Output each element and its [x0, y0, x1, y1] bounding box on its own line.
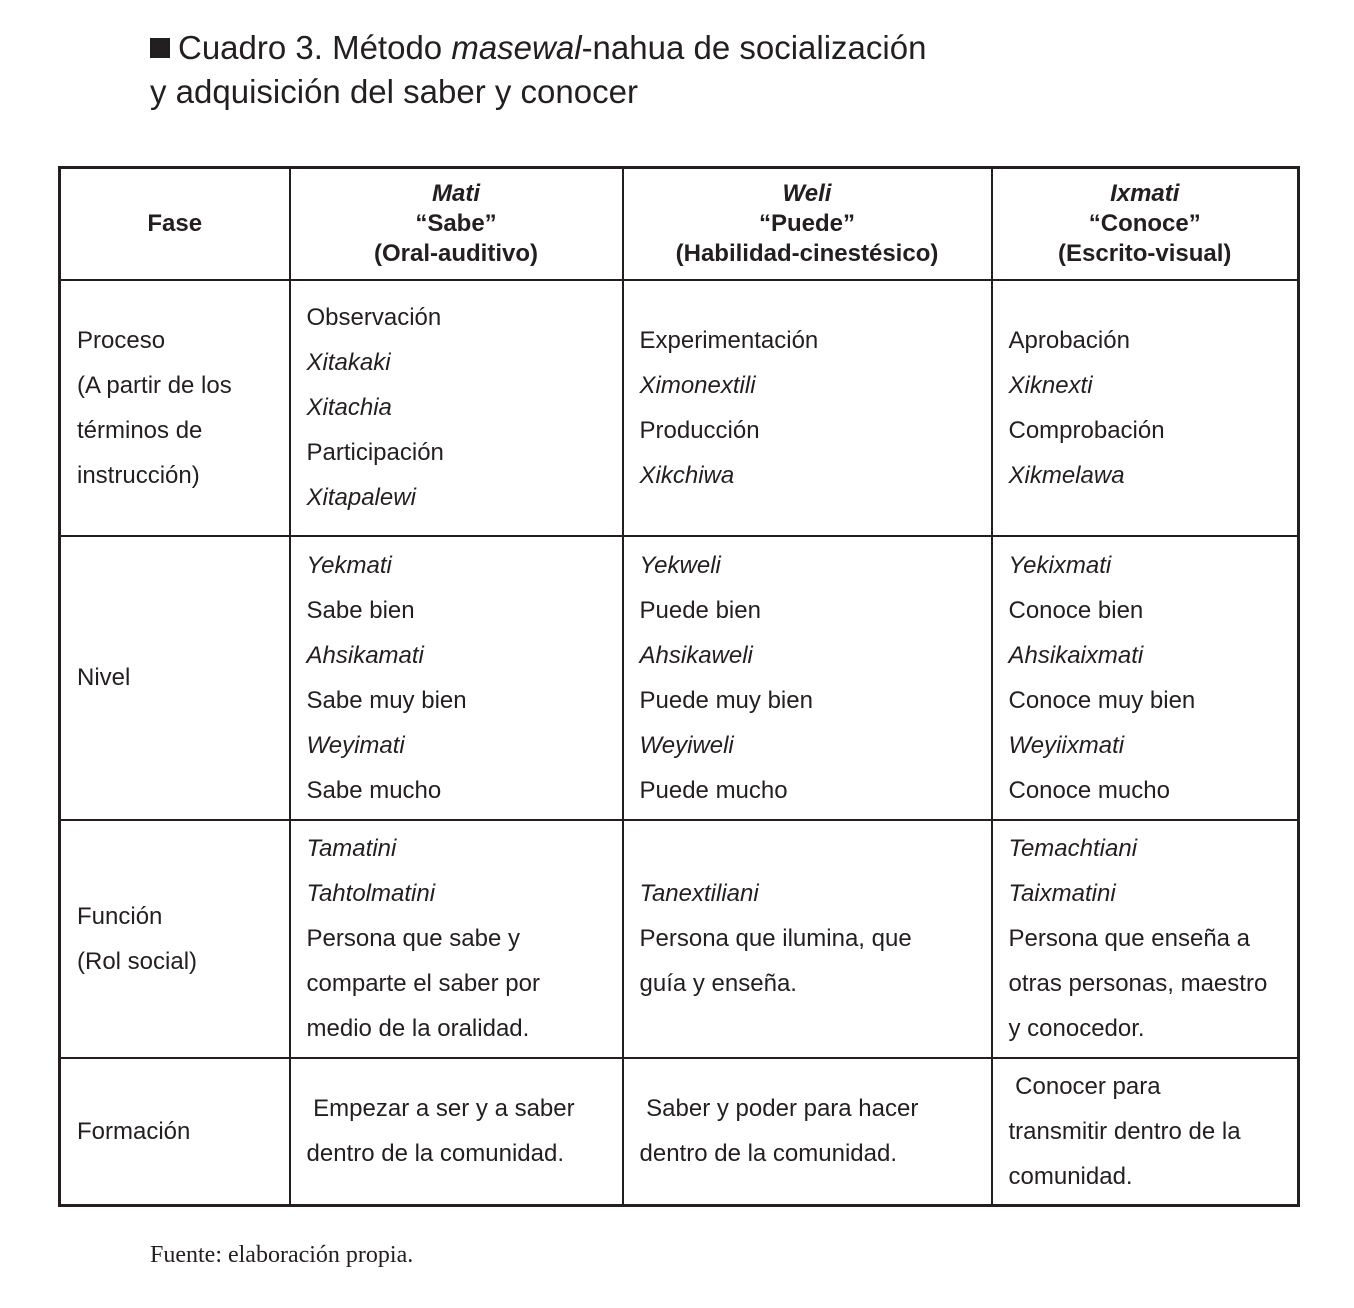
nivel-label: Nivel: [60, 536, 290, 820]
nivel-weli: Yekweli Puede bien Ahsikaweli Puede muy bien Weyiweli Puede mucho: [623, 536, 992, 820]
method-table: [58, 166, 1300, 1207]
header-fase: Fase: [60, 168, 290, 280]
title-italic-term: masewal: [451, 29, 582, 66]
proceso-label: Proceso (A partir de los términos de instrucción): [60, 280, 290, 536]
title-line-2: y adquisición del saber y conocer: [150, 73, 638, 110]
nivel-mati: Yekmati Sabe bien Ahsikamati Sabe muy bien Weyimati Sabe mucho: [290, 536, 623, 820]
header-weli: Weli “Puede” (Habilidad-cinestésico): [623, 168, 992, 280]
formacion-ixmati: Conocer para transmitir dentro de la comunidad.: [992, 1058, 1299, 1206]
formacion-weli: Saber y poder para hacer dentro de la comunidad.: [623, 1058, 992, 1206]
table-title: [150, 26, 926, 114]
funcion-mati: Tamatini Tahtolmatini Persona que sabe y comparte el saber por medio de la oralidad.: [290, 820, 623, 1058]
proceso-mati: Observación Xitakaki Xitachia Participación Xitapalewi: [290, 280, 623, 536]
row-proceso: [60, 280, 1299, 536]
header-ixmati: Ixmati “Conoce” (Escrito-visual): [992, 168, 1299, 280]
square-bullet-icon: [150, 38, 170, 58]
proceso-weli: Experimentación Ximonextili Producción Xikchiwa: [623, 280, 992, 536]
formacion-label: Formación: [60, 1058, 290, 1206]
title-line-1: Cuadro 3. Método masewal-nahua de socialización: [150, 26, 926, 70]
header-row: [60, 168, 1299, 280]
proceso-ixmati: Aprobación Xiknexti Comprobación Xikmelawa: [992, 280, 1299, 536]
header-mati: Mati “Sabe” (Oral-auditivo): [290, 168, 623, 280]
row-funcion: [60, 820, 1299, 1058]
formacion-mati: Empezar a ser y a saber dentro de la comunidad.: [290, 1058, 623, 1206]
funcion-weli: Tanextiliani Persona que ilumina, que guía y enseña.: [623, 820, 992, 1058]
funcion-ixmati: Temachtiani Taixmatini Persona que enseña a otras personas, maestro y conocedor.: [992, 820, 1299, 1058]
funcion-label: Función (Rol social): [60, 820, 290, 1058]
row-nivel: [60, 536, 1299, 820]
source-note: Fuente: elaboración propia.: [150, 1242, 414, 1268]
row-formacion: [60, 1058, 1299, 1206]
nivel-ixmati: Yekixmati Conoce bien Ahsikaixmati Conoce muy bien Weyiixmati Conoce mucho: [992, 536, 1299, 820]
